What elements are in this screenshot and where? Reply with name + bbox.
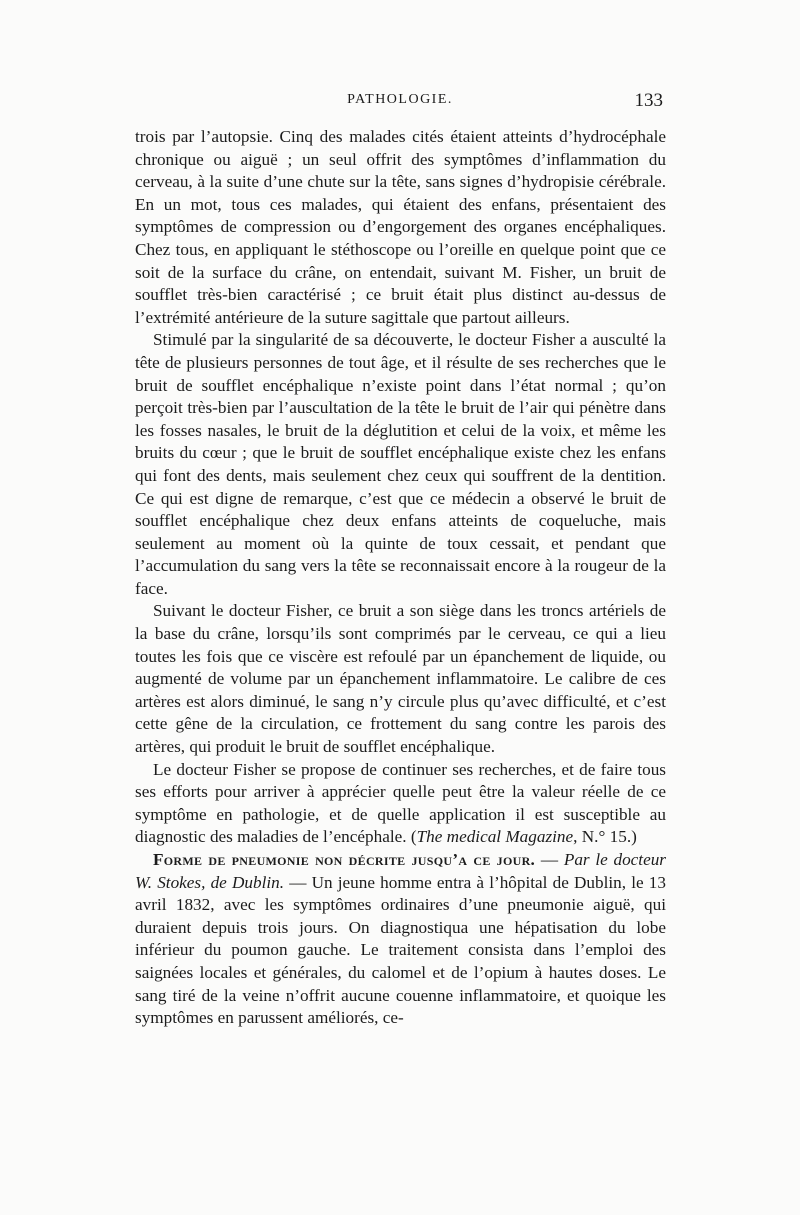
journal-issue: , N.° 15.) — [573, 827, 637, 847]
title-dash: — — [535, 850, 564, 869]
paragraph-2: Stimulé par la singularité de sa découverte, le docteur Fisher a ausculté la tête de plusieurs personnes de tout âge, et il résulte de ses recherches que le bruit de soufflet encéphalique n’existe point dans l’état normal ; qu’on perçoit très-bien par l’auscultation de la tête le bruit de l’air qui pénètre dans les fosses nasales, le bruit de la déglutition et celui de la voix, et même les bruits du cœur ; que le bruit de soufflet encéphalique existe chez les enfans qui font des dents, mais seulement chez ceux qui souffrent de la dentition. Ce qui est digne de remarque, c’est que ce médecin a observé le bruit de soufflet encéphalique chez deux enfans atteints de coqueluche, mais seulement au moment où la quinte de toux cessait, et pendant que l’accumulation du sang vers la tête se reconnaissait encore à la rougeur de la face. — [135, 330, 666, 598]
page-header — [135, 90, 665, 122]
paragraph-5-text: — Un jeune homme entra à l’hôpital de Dublin, le 13 avril 1832, avec les symptômes ordinaires d’une pneumonie aiguë, qui duraient depuis trois jours. On diagnostiqua une hépatisation du lobe inférieur du poumon gauche. Le traitement consista dans l’emploi des saignées locales et générales, du calomel et de l’opium à hautes doses. Le sang tiré de la veine n’offrit aucune couenne inflammatoire, et quoique les symptômes en parussent améliorés, ce- — [135, 872, 666, 1028]
running-head: PATHOLOGIE. — [347, 92, 453, 107]
section-title: Forme de pneumonie non décrite jusqu’a ce jour. — [153, 850, 536, 869]
page-number: 133 — [634, 90, 663, 111]
journal-citation: The medical Magazine — [416, 827, 574, 847]
paragraph-3: Suivant le docteur Fisher, ce bruit a son siège dans les troncs artériels de la base du crâne, lorsqu’ils sont comprimés par le cerveau, ce qui a lieu toutes les fois que ce viscère est refoulé par un épanchement de liquide, ou augmenté de volume par un épanchement inflammatoire. Le calibre de ces artères est alors diminué, le sang n’y circule plus qu’avec difficulté, et c’est cette gêne de la circulation, ce frottement du sang contre les parois des artères, qui produit le bruit de soufflet encéphalique. — [135, 601, 666, 757]
body-text — [135, 126, 666, 1030]
paragraph-1: trois par l’autopsie. Cinq des malades cités étaient atteints d’hydrocéphale chronique ou aiguë ; un seul offrit des symptômes d’inflammation du cerveau, à la suite d’une chute sur la tête, sans signes d’hydropisie cérébrale. En un mot, tous ces malades, qui étaient des enfans, présentaient des symptômes de compression ou d’engorgement des organes encéphaliques. Chez tous, en appliquant le stéthoscope ou l’oreille en quelque point que ce soit de la surface du crâne, on entendait, suivant M. Fisher, un bruit de soufflet très-bien caractérisé ; ce bruit était plus distinct au-dessus de l’extrémité antérieure de la suture sagittale que partout ailleurs. — [135, 127, 666, 327]
paragraph-4-text: Le docteur Fisher se propose de continuer ses recherches, et de faire tous ses efforts pour arriver à apprécier quelle peut être la valeur réelle de ce symptôme en pathologie, et de quelle application il est susceptible au diagnostic des maladies de l’encéphale. ( — [135, 759, 666, 847]
section-author: Par le docteur W. Stokes, de Dublin. — [135, 850, 666, 892]
paragraph-5 — [135, 849, 666, 1030]
paragraph-4 — [135, 759, 666, 849]
